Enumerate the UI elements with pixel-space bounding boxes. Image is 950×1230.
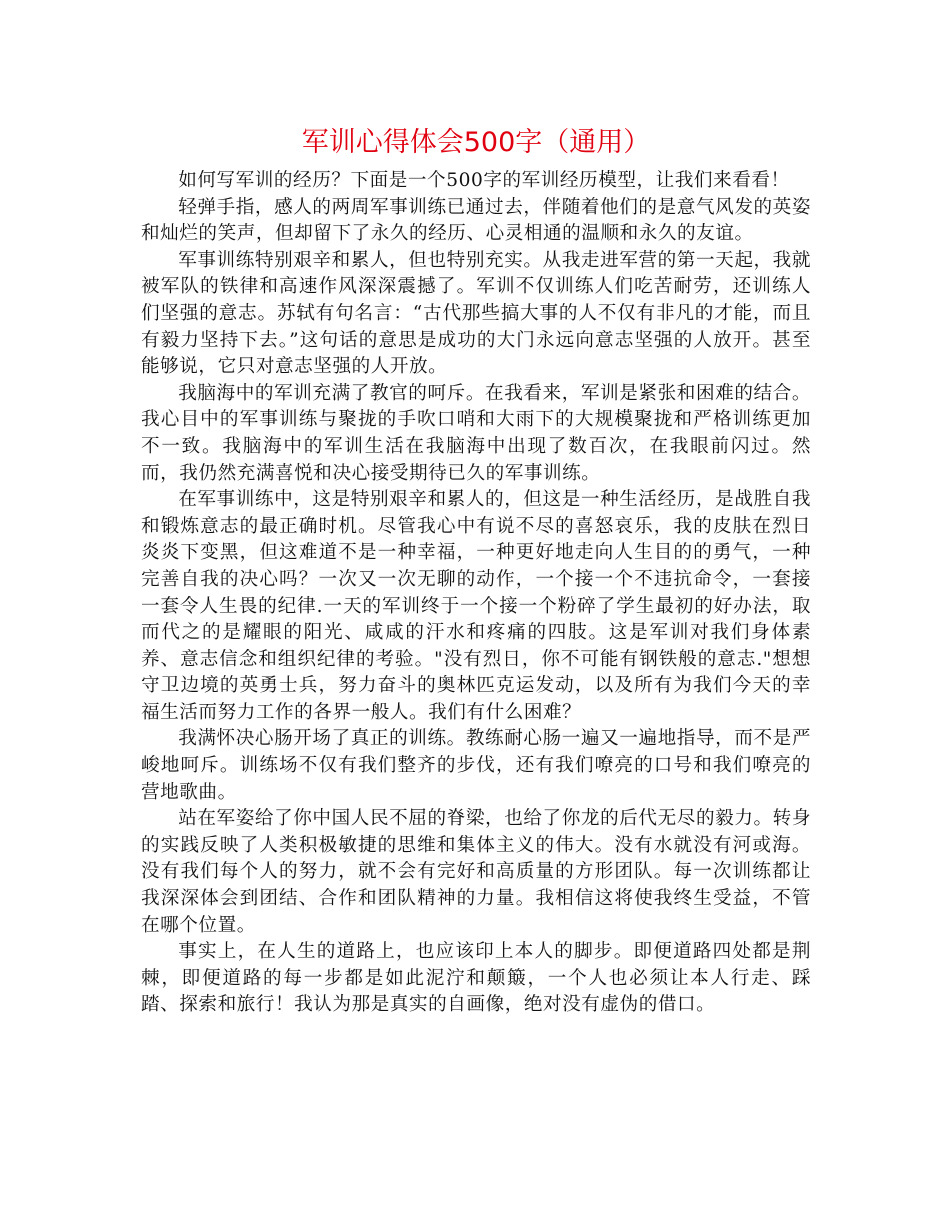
paragraph: 如何写军训的经历？下面是一个500字的军训经历模型，让我们来看看！: [178, 170, 790, 191]
paragraph: 事实上，在人生的道路上，也应该印上本人的脚步。即便道路四处都是荆棘，即便道路的每一步都是如此泥泞和颠簸，一个人也必须让本人行走、踩踏、探索和旅行！我认为那是真实的自画像，绝对没有虚伪的借口。: [141, 941, 811, 1016]
paragraph: 轻弹手指，感人的两周军事训练已通过去，伴随着他们的是意气风发的英姿和灿烂的笑声，但却留下了永久的经历、心灵相通的温顺和永久的友谊。: [141, 196, 811, 245]
paragraph: 站在军姿给了你中国人民不屈的脊梁，也给了你龙的后代无尽的毅力。转身的实践反映了人类积极敏捷的思维和集体主义的伟大。没有水就没有河或海。没有我们每个人的努力，就不会有完好和高质量的方形团队。每一次训练都让我深深体会到团结、合作和团队精神的力量。我相信这将使我终生受益，不管在哪个位置。: [141, 808, 811, 936]
document-body: [141, 168, 811, 1019]
paragraph: 我脑海中的军训充满了教官的呵斥。在我看来，军训是紧张和困难的结合。我心目中的军事训练与聚拢的手吹口哨和大雨下的大规模聚拢和严格训练更加不一致。我脑海中的军训生活在我脑海中出现了数百次，在我眼前闪过。然而，我仍然充满喜悦和决心接受期待已久的军事训练。: [141, 382, 811, 484]
paragraph: 军事训练特别艰辛和累人，但也特别充实。从我走进军营的第一天起，我就被军队的铁律和高速作风深深震撼了。军训不仅训练人们吃苦耐劳，还训练人们坚强的意志。苏轼有句名言：“古代那些搞大事的人不仅有非凡的才能，而且有毅力坚持下去。”这句话的意思是成功的大门永远向意志坚强的人放开。甚至能够说，它只对意志坚强的人开放。: [141, 249, 811, 378]
paragraph: 我满怀决心肠开场了真正的训练。教练耐心肠一遍又一遍地指导，而不是严峻地呵斥。训练场不仅有我们整齐的步伐，还有我们嘹亮的口号和我们嘹亮的营地歌曲。: [141, 728, 811, 803]
paragraph: 在军事训练中，这是特别艰辛和累人的，但这是一种生活经历，是战胜自我和锻炼意志的最正确时机。尽管我心中有说不尽的喜怒哀乐，我的皮肤在烈日炎炎下变黑，但这难道不是一种幸福，一种更好地走向人生目的的勇气，一种完善自我的决心吗？一次又一次无聊的动作，一个接一个不违抗命令，一套接一套令人生畏的纪律.一天的军训终于一个接一个粉碎了学生最初的好办法，取而代之的是耀眼的阳光、咸咸的汗水和疼痛的四肢。这是军训对我们身体素养、意志信念和组织纪律的考验。"没有烈日，你不可能有钢铁般的意志."想想守卫边境的英勇士兵，努力奋斗的奥林匹克运发动，以及所有为我们今天的幸福生活而努力工作的各界一般人。我们有什么困难？: [141, 489, 811, 723]
document-title: 军训心得体会500字（通用）: [301, 127, 651, 158]
document-page: [141, 126, 811, 1019]
